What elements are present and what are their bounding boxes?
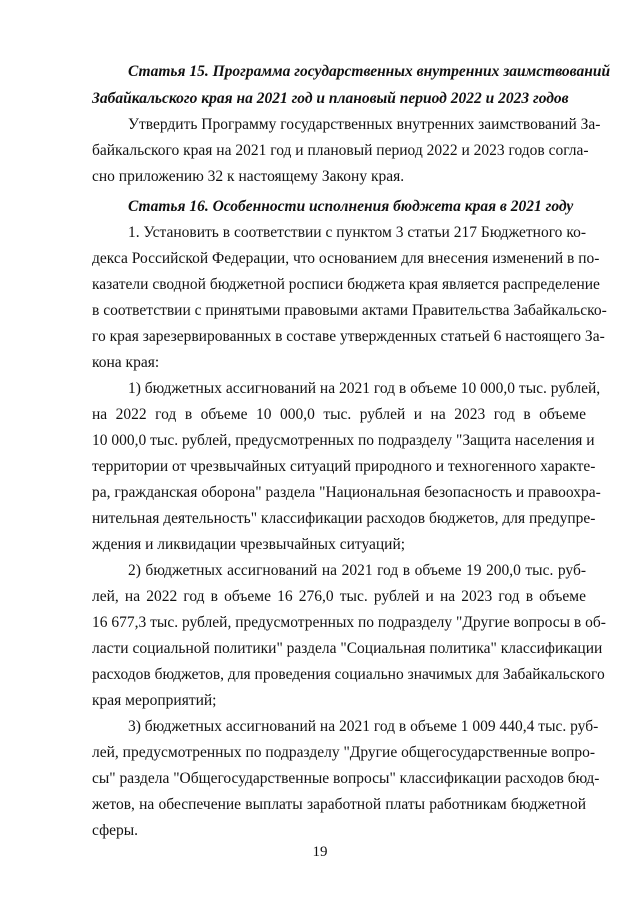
item-2-line-3: 16 677,3 тыс. рублей, предусмотренных по подразделу "Другие вопросы в об-	[92, 614, 606, 631]
item-1-line-7: ждения и ликвидации чрезвычайных ситуаций;	[92, 536, 406, 553]
item-1-line-3: 10 000,0 тыс. рублей, предусмотренных по подразделу "Защита населения и	[92, 432, 595, 449]
item-1-line-5: ра, гражданская оборона" раздела "Национальная безопасность и правоохра-	[92, 484, 601, 501]
item-1-line-2: на 2022 год в объеме 10 000,0 тыс. рублей и на 2023 год в объеме	[92, 406, 586, 423]
article-15-text-line-2: байкальского края на 2021 год и плановый период 2022 и 2023 годов согла-	[92, 142, 589, 159]
item-1-line-4: территории от чрезвычайных ситуаций природного и техногенного характе-	[92, 458, 596, 475]
item-2-line-2: лей, на 2022 год в объеме 16 276,0 тыс. рублей и на 2023 год в объеме	[92, 588, 586, 605]
article-16-para-1-line-5: го края зарезервированных в составе утвержденных статьей 6 настоящего За-	[92, 328, 605, 345]
article-16-para-1-line-3: казатели сводной бюджетной росписи бюджета края является распределение	[92, 276, 600, 293]
article-15-text-line-3: сно приложению 32 к настоящему Закону края.	[92, 168, 405, 185]
item-3-line-5: сферы.	[92, 822, 139, 839]
page-number: 19	[312, 844, 328, 860]
item-2-line-5: расходов бюджетов, для проведения социально значимых для Забайкальского	[92, 666, 605, 683]
item-2-line-4: ласти социальной политики" раздела "Социальная политика" классификации	[92, 640, 603, 657]
article-16-para-1-line-6: кона края:	[92, 354, 160, 371]
article-16-para-1-line-2: декса Российской Федерации, что основанием для внесения изменений в по-	[92, 250, 600, 267]
item-2-line-6: края мероприятий;	[92, 692, 217, 709]
item-3-line-4: жетов, на обеспечение выплаты заработной платы работникам бюджетной	[92, 796, 586, 813]
article-16-heading: Статья 16. Особенности исполнения бюджета края в 2021 году	[128, 198, 574, 215]
article-16-para-1-line-4: в соответствии с принятыми правовыми актами Правительства Забайкальско-	[92, 302, 607, 319]
item-3-line-1: 3) бюджетных ассигнований на 2021 год в объеме 1 009 440,4 тыс. руб-	[128, 718, 599, 735]
article-16-para-1-line-1: 1. Установить в соответствии с пунктом 3 статьи 217 Бюджетного ко-	[128, 224, 586, 241]
item-3-line-3: сы" раздела "Общегосударственные вопросы" классификации расходов бюд-	[92, 770, 600, 787]
item-2-line-1: 2) бюджетных ассигнований на 2021 год в объеме 19 200,0 тыс. руб-	[128, 562, 586, 579]
article-15-heading-line-1: Статья 15. Программа государственных внутренних заимствований	[128, 63, 611, 80]
item-1-line-1: 1) бюджетных ассигнований на 2021 год в объеме 10 000,0 тыс. рублей,	[128, 380, 601, 397]
article-15-heading-line-2: Забайкальского края на 2021 год и плановый период 2022 и 2023 годов	[92, 90, 569, 107]
article-15-text-line-1: Утвердить Программу государственных внутренних заимствований За-	[128, 116, 601, 133]
item-1-line-6: нительная деятельность" классификации расходов бюджетов, для предупре-	[92, 510, 596, 527]
item-3-line-2: лей, предусмотренных по подразделу "Другие общегосударственные вопро-	[92, 744, 596, 761]
